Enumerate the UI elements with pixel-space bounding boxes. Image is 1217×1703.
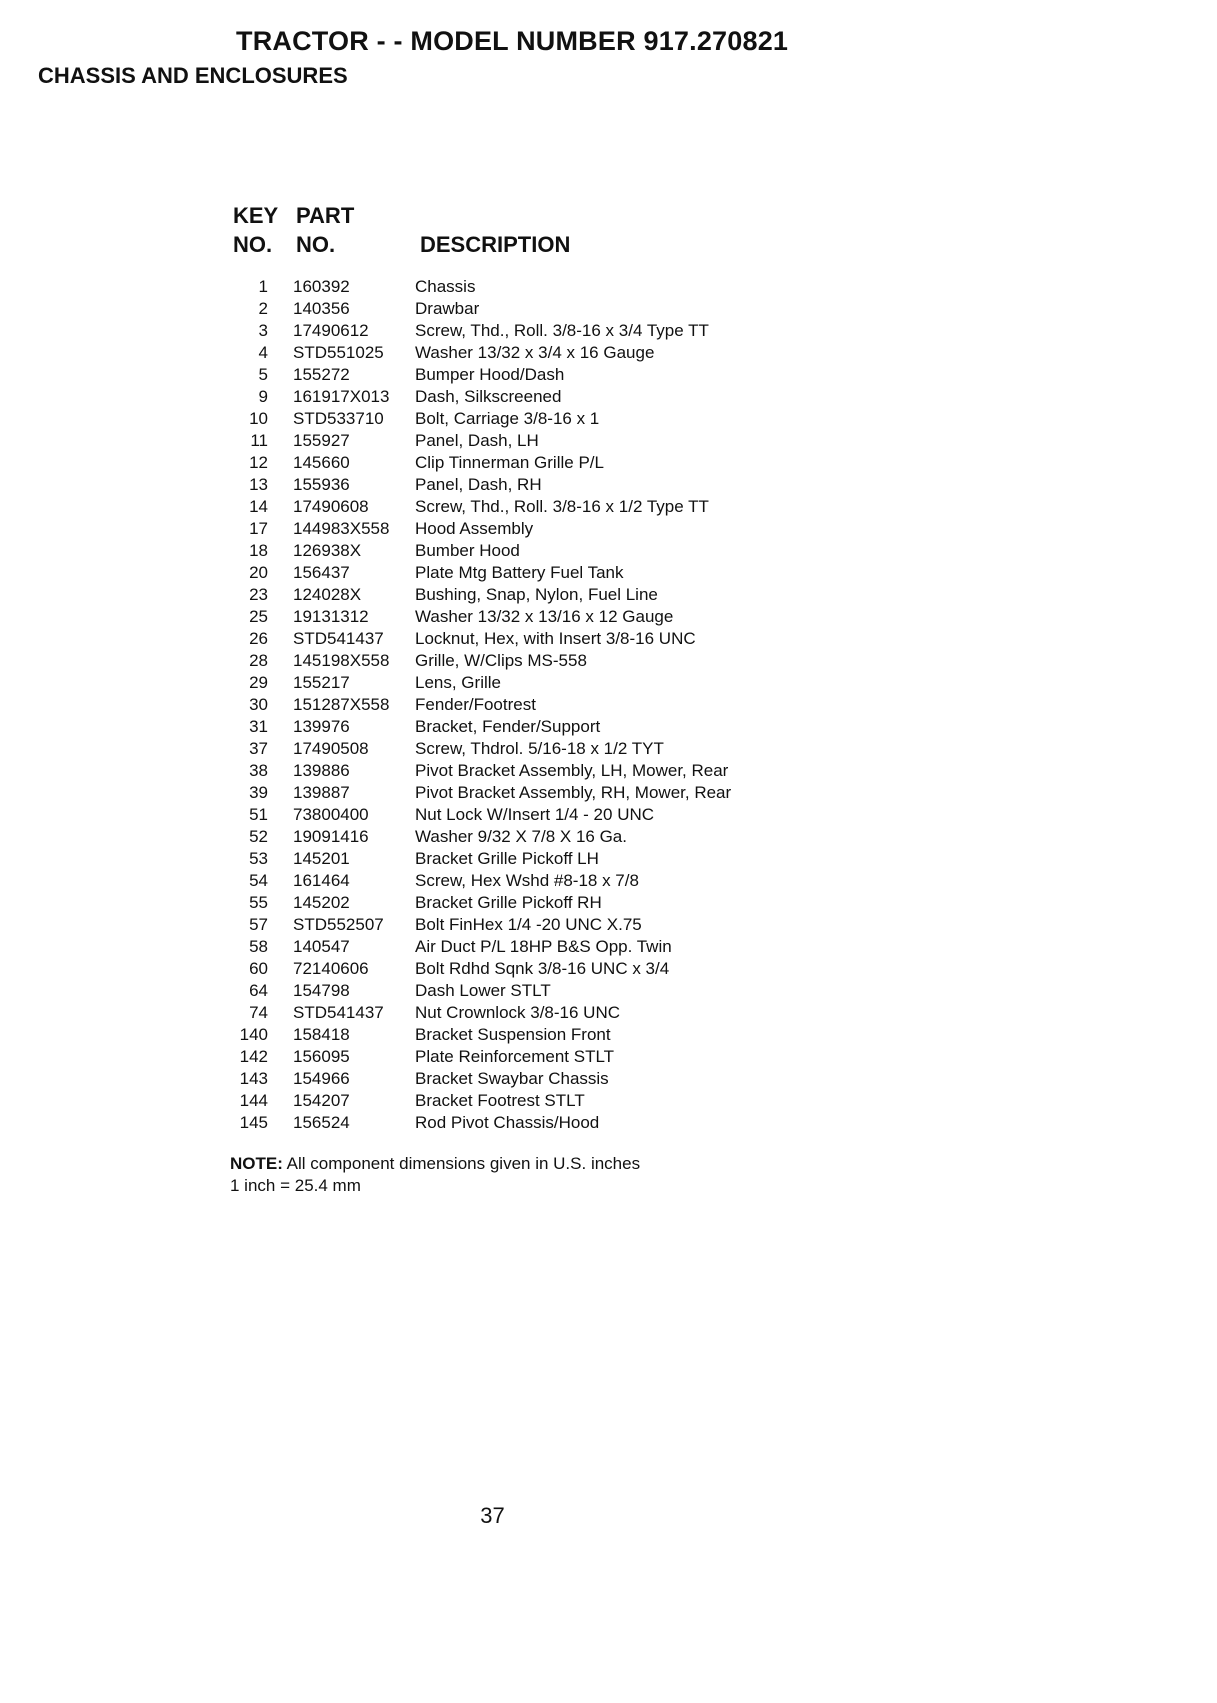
table-row xyxy=(0,1068,1217,1090)
table-row xyxy=(0,826,1217,848)
table-row xyxy=(0,518,1217,540)
part-number: 158418 xyxy=(293,1025,350,1044)
key-number: 39 xyxy=(249,783,268,802)
part-number: 140356 xyxy=(293,299,350,318)
part-description: Pivot Bracket Assembly, RH, Mower, Rear xyxy=(415,783,732,802)
part-number: 154207 xyxy=(293,1091,350,1110)
table-row xyxy=(0,276,1217,298)
key-number: 29 xyxy=(249,673,268,692)
table-row xyxy=(0,738,1217,760)
key-number: 140 xyxy=(239,1025,268,1044)
table-row xyxy=(0,958,1217,980)
table-row xyxy=(0,760,1217,782)
part-description: Bumper Hood/Dash xyxy=(415,365,565,384)
part-description: Plate Reinforcement STLT xyxy=(415,1047,615,1066)
part-description: Bolt FinHex 1/4 -20 UNC X.75 xyxy=(415,915,642,934)
key-number: 13 xyxy=(249,475,268,494)
table-row xyxy=(0,672,1217,694)
part-description: Washer 13/32 x 13/16 x 12 Gauge xyxy=(415,607,674,626)
key-number: 60 xyxy=(249,959,268,978)
part-column-header-line2: NO. xyxy=(296,232,336,257)
table-row xyxy=(0,936,1217,958)
part-description: Bracket, Fender/Support xyxy=(415,717,601,736)
table-row xyxy=(0,694,1217,716)
key-number: 144 xyxy=(239,1091,268,1110)
key-number: 51 xyxy=(249,805,268,824)
key-number: 53 xyxy=(249,849,268,868)
key-number: 10 xyxy=(249,409,268,428)
part-description: Bracket Grille Pickoff LH xyxy=(415,849,599,868)
part-number: 19131312 xyxy=(293,607,369,626)
part-description: Nut Lock W/Insert 1/4 - 20 UNC xyxy=(415,805,655,824)
part-description: Locknut, Hex, with Insert 3/8-16 UNC xyxy=(415,629,696,648)
key-number: 74 xyxy=(249,1003,268,1022)
part-description: Nut Crownlock 3/8-16 UNC xyxy=(415,1003,621,1022)
key-number: 28 xyxy=(249,651,268,670)
table-row xyxy=(0,980,1217,1002)
part-number: 17490508 xyxy=(293,739,369,758)
key-number: 3 xyxy=(258,321,268,340)
key-number: 1 xyxy=(258,277,268,296)
table-row xyxy=(0,628,1217,650)
part-number: 154966 xyxy=(293,1069,350,1088)
part-number: 145198X558 xyxy=(293,651,390,670)
part-description: Plate Mtg Battery Fuel Tank xyxy=(415,563,624,582)
table-header xyxy=(233,203,933,263)
part-number: 156437 xyxy=(293,563,350,582)
key-number: 142 xyxy=(239,1047,268,1066)
key-number: 58 xyxy=(249,937,268,956)
parts-list xyxy=(0,276,1217,1134)
key-number: 38 xyxy=(249,761,268,780)
table-row xyxy=(0,562,1217,584)
key-number: 31 xyxy=(249,717,268,736)
table-row xyxy=(0,298,1217,320)
part-description: Screw, Thd., Roll. 3/8-16 x 3/4 Type TT xyxy=(415,321,709,340)
key-number: 143 xyxy=(239,1069,268,1088)
part-number: 156524 xyxy=(293,1113,350,1132)
key-number: 9 xyxy=(258,387,268,406)
table-row xyxy=(0,496,1217,518)
part-description: Bumber Hood xyxy=(415,541,520,560)
table-row xyxy=(0,452,1217,474)
table-row xyxy=(0,1046,1217,1068)
part-number: 161464 xyxy=(293,871,350,890)
part-number: 126938X xyxy=(293,541,362,560)
key-number: 2 xyxy=(258,299,268,318)
part-description: Chassis xyxy=(415,277,476,296)
key-number: 11 xyxy=(250,431,268,450)
part-number: 145660 xyxy=(293,453,350,472)
key-number: 5 xyxy=(258,365,268,384)
part-description: Clip Tinnerman Grille P/L xyxy=(415,453,604,472)
note-label: NOTE: xyxy=(230,1154,283,1173)
page-title: TRACTOR - - MODEL NUMBER 917.270821 xyxy=(236,26,789,56)
key-number: 18 xyxy=(249,541,268,560)
part-description: Bracket Suspension Front xyxy=(415,1025,611,1044)
key-number: 12 xyxy=(249,453,268,472)
part-description: Air Duct P/L 18HP B&S Opp. Twin xyxy=(415,937,672,956)
table-row xyxy=(0,804,1217,826)
key-number: 23 xyxy=(249,585,268,604)
part-description: Bracket Grille Pickoff RH xyxy=(415,893,602,912)
part-description: Dash, Silkscreened xyxy=(415,387,562,406)
part-description: Fender/Footrest xyxy=(415,695,536,714)
part-number: 156095 xyxy=(293,1047,350,1066)
table-row xyxy=(0,364,1217,386)
table-row xyxy=(0,892,1217,914)
part-description: Pivot Bracket Assembly, LH, Mower, Rear xyxy=(415,761,729,780)
key-column-header-line1: KEY xyxy=(233,203,279,228)
part-number: 17490612 xyxy=(293,321,369,340)
table-row xyxy=(0,1024,1217,1046)
part-description: Bolt, Carriage 3/8-16 x 1 xyxy=(415,409,600,428)
key-number: 64 xyxy=(249,981,268,1000)
part-description: Washer 9/32 X 7/8 X 16 Ga. xyxy=(415,827,627,846)
table-row xyxy=(0,914,1217,936)
key-number: 4 xyxy=(258,343,268,362)
key-number: 25 xyxy=(249,607,268,626)
key-number: 145 xyxy=(239,1113,268,1132)
table-row xyxy=(0,408,1217,430)
part-number: STD551025 xyxy=(293,343,384,362)
part-description: Bolt Rdhd Sqnk 3/8-16 UNC x 3/4 xyxy=(415,959,670,978)
part-number: 139976 xyxy=(293,717,350,736)
table-row xyxy=(0,716,1217,738)
key-number: 55 xyxy=(249,893,268,912)
part-description: Screw, Thdrol. 5/16-18 x 1/2 TYT xyxy=(415,739,664,758)
part-number: 145202 xyxy=(293,893,350,912)
part-description: Panel, Dash, RH xyxy=(415,475,542,494)
part-number: STD552507 xyxy=(293,915,384,934)
part-number: STD541437 xyxy=(293,1003,384,1022)
part-number: 155217 xyxy=(293,673,350,692)
part-number: STD541437 xyxy=(293,629,384,648)
part-number: 73800400 xyxy=(293,805,369,824)
table-row xyxy=(0,430,1217,452)
key-number: 14 xyxy=(249,497,268,516)
part-number: 144983X558 xyxy=(293,519,390,538)
description-column-header: DESCRIPTION xyxy=(420,232,571,257)
table-row xyxy=(0,606,1217,628)
part-number: 155927 xyxy=(293,431,350,450)
part-number: 17490608 xyxy=(293,497,369,516)
part-description: Washer 13/32 x 3/4 x 16 Gauge xyxy=(415,343,655,362)
part-description: Bracket Swaybar Chassis xyxy=(415,1069,609,1088)
table-row xyxy=(0,1090,1217,1112)
table-row xyxy=(0,584,1217,606)
table-row xyxy=(0,1112,1217,1134)
table-row xyxy=(0,870,1217,892)
table-row xyxy=(0,386,1217,408)
part-number: 72140606 xyxy=(293,959,369,978)
table-row xyxy=(0,650,1217,672)
part-description: Bracket Footrest STLT xyxy=(415,1091,585,1110)
page-number: 37 xyxy=(480,1503,505,1528)
part-number: 139886 xyxy=(293,761,350,780)
table-row xyxy=(0,782,1217,804)
dimension-note xyxy=(230,1153,640,1175)
key-number: 17 xyxy=(249,519,268,538)
part-number: 151287X558 xyxy=(293,695,390,714)
part-description: Rod Pivot Chassis/Hood xyxy=(415,1113,600,1132)
table-row xyxy=(0,474,1217,496)
unit-conversion: 1 inch = 25.4 mm xyxy=(230,1176,361,1195)
key-number: 20 xyxy=(249,563,268,582)
part-column-header-line1: PART xyxy=(296,203,355,228)
part-description: Dash Lower STLT xyxy=(415,981,551,1000)
part-description: Screw, Thd., Roll. 3/8-16 x 1/2 Type TT xyxy=(415,497,709,516)
part-description: Drawbar xyxy=(415,299,480,318)
part-number: 140547 xyxy=(293,937,350,956)
table-row xyxy=(0,342,1217,364)
key-column-header-line2: NO. xyxy=(233,232,273,257)
part-number: 155936 xyxy=(293,475,350,494)
part-description: Grille, W/Clips MS-558 xyxy=(415,651,587,670)
table-row xyxy=(0,848,1217,870)
part-number: 145201 xyxy=(293,849,350,868)
key-number: 30 xyxy=(249,695,268,714)
part-number: 161917X013 xyxy=(293,387,390,406)
section-title: CHASSIS AND ENCLOSURES xyxy=(38,63,348,88)
table-row xyxy=(0,1002,1217,1024)
key-number: 57 xyxy=(249,915,268,934)
part-number: 155272 xyxy=(293,365,350,384)
part-description: Bushing, Snap, Nylon, Fuel Line xyxy=(415,585,658,604)
note-text: All component dimensions given in U.S. inches xyxy=(282,1154,641,1173)
part-description: Hood Assembly xyxy=(415,519,534,538)
part-number: 124028X xyxy=(293,585,362,604)
part-description: Panel, Dash, LH xyxy=(415,431,539,450)
key-number: 37 xyxy=(249,739,268,758)
table-row xyxy=(0,320,1217,342)
key-number: 54 xyxy=(249,871,268,890)
key-number: 52 xyxy=(249,827,268,846)
table-row xyxy=(0,540,1217,562)
part-number: 139887 xyxy=(293,783,350,802)
part-description: Screw, Hex Wshd #8-18 x 7/8 xyxy=(415,871,639,890)
key-number: 26 xyxy=(249,629,268,648)
part-number: 160392 xyxy=(293,277,350,296)
part-number: STD533710 xyxy=(293,409,384,428)
part-number: 19091416 xyxy=(293,827,369,846)
part-number: 154798 xyxy=(293,981,350,1000)
part-description: Lens, Grille xyxy=(415,673,501,692)
